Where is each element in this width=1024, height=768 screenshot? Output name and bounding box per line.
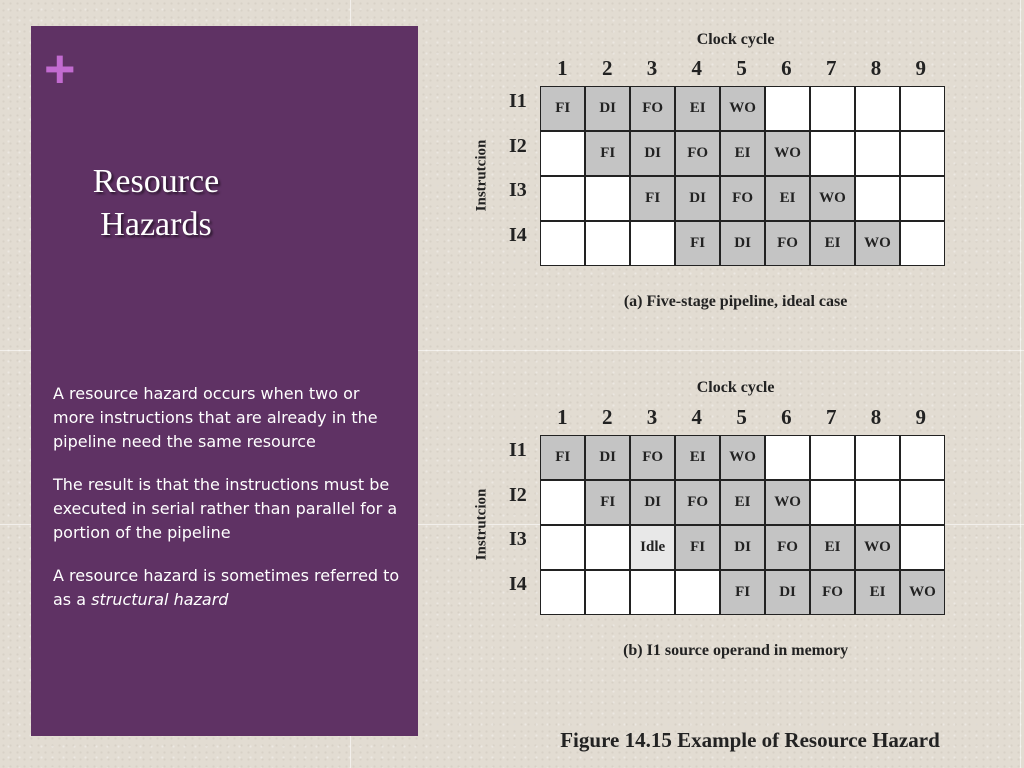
clock-cycle-number: 2 — [601, 405, 613, 429]
instruction-row-label: I2 — [509, 483, 527, 506]
clock-cycle-number: 9 — [915, 405, 927, 429]
empty-cell — [901, 526, 944, 569]
pipeline-stage-cell: FO — [631, 436, 674, 479]
pipeline-stage-cell: DI — [631, 481, 674, 524]
pipeline-stage-cell: FI — [721, 571, 764, 614]
clock-cycle-number: 5 — [736, 56, 747, 80]
empty-cell — [631, 222, 674, 265]
clock-cycle-number: 4 — [691, 405, 703, 429]
pipeline-stage-cell: DI — [721, 526, 764, 569]
pipeline-stage-cell: DI — [586, 436, 629, 479]
pipeline-stage-cell: EI — [856, 571, 899, 614]
pipeline-stage-cell: EI — [721, 481, 764, 524]
clock-cycle-number: 5 — [736, 405, 747, 429]
pipeline-stage-cell: FO — [676, 132, 719, 175]
diagram-caption: (b) I1 source operand in memory — [623, 642, 849, 659]
empty-cell — [541, 177, 584, 220]
clock-cycle-number: 7 — [825, 405, 837, 429]
empty-cell — [541, 222, 584, 265]
empty-cell — [811, 132, 854, 175]
pipeline-stage-cell: EI — [766, 177, 809, 220]
instruction-axis-label: Instrutcion — [473, 139, 490, 212]
empty-cell — [541, 526, 584, 569]
bullet-item: A resource hazard occurs when two or more instructions that are already in the pipeline need the same resource — [53, 384, 378, 451]
empty-cell — [766, 87, 809, 130]
empty-cell — [541, 132, 584, 175]
empty-cell — [586, 571, 629, 614]
pipeline-stage-cell: WO — [766, 481, 809, 524]
pipeline-stage-cell: FI — [586, 481, 629, 524]
plus-icon: + — [44, 39, 76, 99]
pipeline-stage-cell: FI — [541, 87, 584, 130]
pipeline-stage-cell: FI — [586, 132, 629, 175]
pipeline-stage-cell: WO — [721, 436, 764, 479]
pipeline-stage-cell: FI — [631, 177, 674, 220]
clock-cycle-number: 4 — [691, 56, 703, 80]
clock-cycle-number: 2 — [601, 56, 613, 80]
pipeline-stage-cell: EI — [811, 222, 854, 265]
pipeline-grid — [540, 435, 945, 615]
figure-title: Figure 14.15 Example of Resource Hazard — [560, 728, 940, 752]
pipeline-stage-cell: WO — [766, 132, 809, 175]
pipeline-stage-cell: FO — [721, 177, 764, 220]
empty-cell — [901, 132, 944, 175]
pipeline-stage-cell: FI — [676, 526, 719, 569]
instruction-row-label: I4 — [509, 223, 527, 246]
empty-cell — [676, 571, 719, 614]
pipeline-stage-cell: DI — [766, 571, 809, 614]
clock-cycle-number: 6 — [781, 56, 792, 80]
bullet-item: The result is that the instructions must be executed in serial rather than parallel for a portion of the pipeline — [53, 475, 398, 542]
bullet-text: A resource hazard is sometimes referred to as a — [53, 566, 400, 609]
instruction-row-label: I3 — [509, 528, 527, 550]
pipeline-grid — [540, 86, 945, 266]
empty-cell — [901, 87, 944, 130]
diagram-caption: (a) Five-stage pipeline, ideal case — [623, 293, 848, 310]
empty-cell — [631, 571, 674, 614]
empty-cell — [901, 177, 944, 220]
empty-cell — [586, 526, 629, 569]
pipeline-stage-cell: Idle — [631, 526, 674, 569]
instruction-row-label: I1 — [509, 439, 527, 461]
empty-cell — [586, 177, 629, 220]
clock-cycle-number: 6 — [781, 405, 792, 429]
title-line-2: Hazards — [100, 206, 212, 243]
empty-cell — [541, 481, 584, 524]
pipeline-stage-cell: DI — [631, 132, 674, 175]
clock-cycle-number: 8 — [870, 405, 882, 429]
empty-cell — [901, 222, 944, 265]
clock-cycle-number: 7 — [825, 56, 837, 80]
clock-cycle-label: Clock cycle — [696, 31, 775, 48]
empty-cell — [901, 436, 944, 479]
empty-cell — [811, 87, 854, 130]
clock-cycle-number: 8 — [870, 56, 882, 80]
clock-cycle-label: Clock cycle — [696, 379, 775, 396]
empty-cell — [901, 481, 944, 524]
pipeline-stage-cell: EI — [721, 132, 764, 175]
instruction-axis-label: Instrutcion — [473, 488, 490, 561]
pipeline-stage-cell: FO — [766, 222, 809, 265]
instruction-row-label: I4 — [509, 572, 527, 595]
pipeline-stage-cell: WO — [856, 526, 899, 569]
pipeline-stage-cell: FO — [631, 87, 674, 130]
pipeline-stage-cell: WO — [721, 87, 764, 130]
pipeline-stage-cell: WO — [901, 571, 944, 614]
empty-cell — [856, 132, 899, 175]
empty-cell — [586, 222, 629, 265]
clock-cycle-number: 1 — [557, 56, 568, 80]
instruction-row-label: I1 — [509, 90, 527, 112]
bullet-emphasis: structural hazard — [91, 590, 229, 609]
empty-cell — [856, 481, 899, 524]
empty-cell — [766, 436, 809, 479]
pipeline-stage-cell: WO — [811, 177, 854, 220]
pipeline-stage-cell: FO — [676, 481, 719, 524]
pipeline-stage-cell: FI — [541, 436, 584, 479]
clock-cycle-number: 3 — [646, 56, 658, 80]
instruction-row-label: I3 — [509, 179, 527, 201]
clock-cycle-number: 3 — [646, 405, 658, 429]
pipeline-stage-cell: DI — [586, 87, 629, 130]
pipeline-stage-cell: FI — [676, 222, 719, 265]
empty-cell — [811, 436, 854, 479]
clock-cycle-number: 9 — [915, 56, 927, 80]
title-line-1: Resource — [92, 163, 220, 200]
pipeline-stage-cell: FO — [811, 571, 854, 614]
clock-cycle-number: 1 — [557, 405, 568, 429]
pipeline-stage-cell: EI — [676, 436, 719, 479]
empty-cell — [541, 571, 584, 614]
pipeline-stage-cell: WO — [856, 222, 899, 265]
empty-cell — [856, 436, 899, 479]
empty-cell — [856, 87, 899, 130]
instruction-row-label: I2 — [509, 134, 527, 157]
empty-cell — [811, 481, 854, 524]
pipeline-stage-cell: DI — [676, 177, 719, 220]
empty-cell — [856, 177, 899, 220]
pipeline-stage-cell: DI — [721, 222, 764, 265]
pipeline-stage-cell: EI — [676, 87, 719, 130]
pipeline-stage-cell: FO — [766, 526, 809, 569]
pipeline-stage-cell: EI — [811, 526, 854, 569]
